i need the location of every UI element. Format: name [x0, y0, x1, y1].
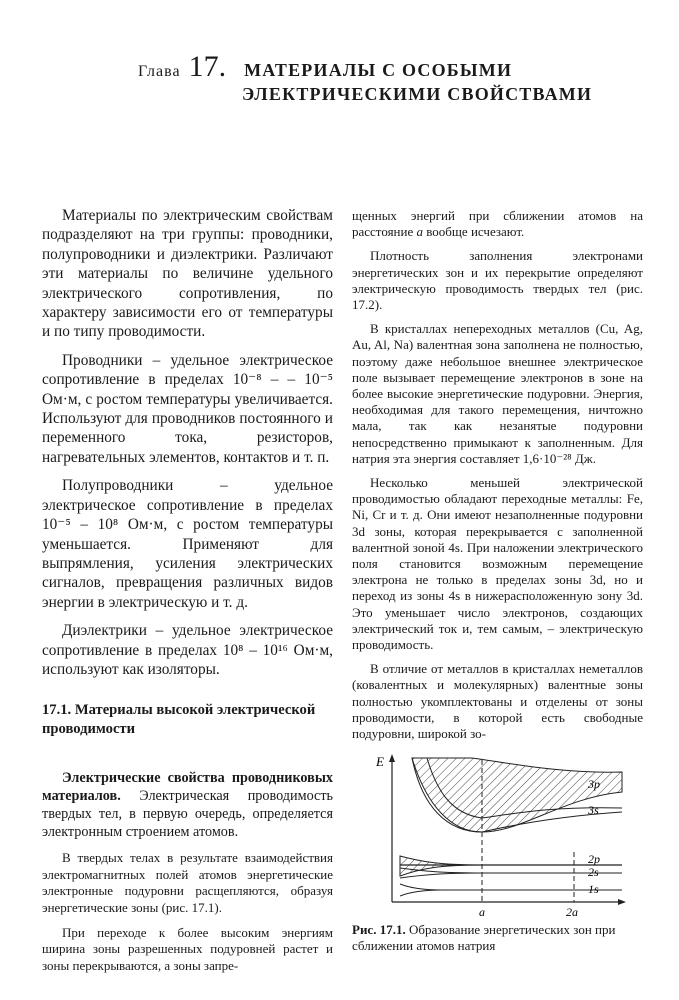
continuation-text-a: щенных энергий при сближении атомов на расстояние	[352, 208, 643, 240]
caption-label: Рис. 17.1.	[352, 922, 406, 937]
label-2s: 2s	[588, 865, 599, 879]
subsection-text: Электрическая проводимость твердых тел, в первую очередь, определяется электронным строением атомов.	[42, 788, 333, 841]
paragraph-nontransition-metals: В кристаллах непереходных металлов (Cu, Ag, Au, Al, Na) валентная зона заполнена не полностью, поэтому даже небольшое внешнее электрическое поле вызывает перемещение электронов в зоне на более высокие энергетические подуровни. Энергия, необходимая для такого перемещения, ничтожно мала, так как незанятые подуровни непосредственно примыкают к заполненным. Для натрия эта энергия составляет 1,6·10⁻²⁸ Дж.	[352, 321, 643, 466]
subsection-title: Электрические свойства проводниковых материалов.	[42, 770, 333, 805]
chapter-title-line2: ЭЛЕКТРИЧЕСКИМИ СВОЙСТВАМИ	[242, 84, 593, 104]
paragraph-bands-overlap: При переходе к более высоким энергиям ширина зоны разрешенных подуровней растет и зоны перекрываются, а зоны запре-	[42, 924, 333, 973]
right-column	[352, 208, 643, 750]
label-2p: 2p	[588, 852, 600, 866]
paragraph-subsection	[42, 769, 333, 841]
tick-label-a: a	[479, 905, 485, 919]
figure-energy-bands	[352, 752, 643, 922]
level-2s-lower	[400, 873, 482, 878]
tick-label-2a: 2a	[566, 905, 578, 919]
paragraph-intro: Материалы по электрическим свойствам подразделяют на три группы: проводники, полупроводники и диэлектрики. Различают эти материалы по величине удельного электрического сопротивления, по характеру зависимости его от температуры и по типу проводимости.	[42, 207, 333, 341]
label-1s: 1s	[588, 882, 599, 896]
figure-caption	[352, 922, 643, 955]
paragraph-continuation	[352, 208, 643, 240]
paragraph-splitting: В твердых телах в результате взаимодействия электромагнитных полей атомов энергетические электронные подуровни расщепляются, образуя энергетические зоны (рис. 17.1).	[42, 850, 333, 915]
paragraph-filling-density: Плотность заполнения электронами энергетических зон и их перекрытие определяют электрическую проводимость твердых тел (рис. 17.2).	[352, 248, 643, 313]
chapter-title-line1: МАТЕРИАЛЫ С ОСОБЫМИ	[244, 60, 513, 80]
paragraph-conductors: Проводники – удельное электрическое сопротивление в пределах 10⁻⁸ – – 10⁻⁵ Ом·м, с ростом температуры увеличивается. Используют для проводников постоянного и переменного тока, резисторов, нагревательных элементов, контактов и т. п.	[42, 351, 333, 466]
paragraph-dielectrics: Диэлектрики – удельное электрическое сопротивление в пределах 10⁸ – 10¹⁶ Ом·м, используют как изоляторы.	[42, 622, 333, 678]
chapter-heading	[138, 52, 658, 105]
left-column	[42, 206, 333, 983]
continuation-italic: a	[416, 224, 423, 240]
energy-band-diagram	[352, 752, 643, 922]
label-3s: 3s	[588, 803, 599, 817]
paragraph-semiconductors: Полупроводники – удельное электрическое сопротивление в пределах 10⁻⁵ – 10⁸ Ом·м, с ростом температуры уменьшается. Применяют для выпрямления, усиления электрических сигналов, превращения различных видов энергии в электрическую и т. д.	[42, 477, 333, 611]
section-title: 17.1. Материалы высокой электрической проводимости	[42, 702, 316, 738]
paragraph-nonmetals: В отличие от металлов в кристаллах неметаллов (ковалентных и молекулярных) валентные зоны полностью укомплектованы и отделены от зоны проводимости, в которой есть свободные подуровни, широкой зо-	[352, 661, 643, 742]
label-3p: 3p	[588, 777, 600, 791]
level-1s-lower	[400, 890, 442, 896]
chapter-label: Глава	[138, 63, 181, 80]
paragraph-transition-metals: Несколько меньшей электрической проводимостью обладают переходные металлы: Fe, Ni, Cr и т. д. Они имеют незаполненные подуровни 3d зоны, которая перекрывается с заполненной валентной зоной 4s. При наложении электрического поля становится возможным перемещение электрона не только в пределах зоны 3d, но и переход из зоны 4s в нижерасположенную зону 3d. Это уменьшает число электронов, создающих электрический ток и, тем самым, – электрическую проводимость.	[352, 475, 643, 653]
axis-label-e: E	[376, 754, 384, 769]
continuation-text-b: вообще исчезают.	[423, 224, 525, 240]
caption-text: Образование энергетических зон при сближении атомов натрия	[352, 922, 616, 954]
chapter-number: 17.	[188, 50, 227, 83]
